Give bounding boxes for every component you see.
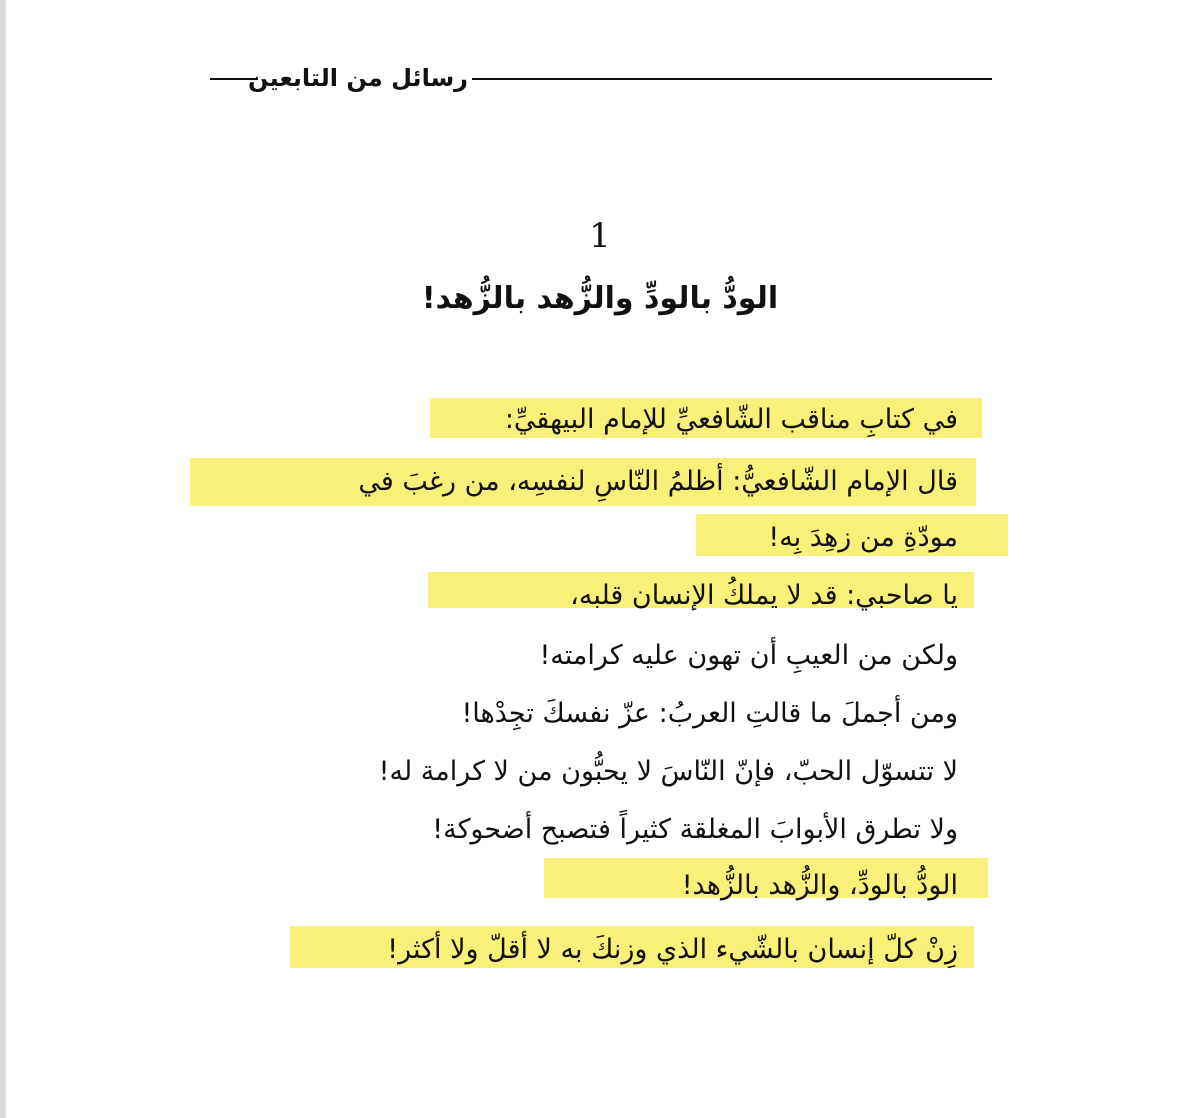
text-line: ولكن من العيبِ أن تهون عليه كرامته! [539,640,958,671]
text-line: في كتابِ مناقب الشّافعيِّ للإمام البيهقيِّ: [504,404,958,435]
text-line: زِنْ كلّ إنسان بالشّيء الذي وزنكَ به لا أقلّ ولا أكثر! [387,934,958,965]
text-line: ولا تطرق الأبوابَ المغلقة كثيراً فتصبح أضحوكة! [432,814,958,845]
text-line: لا تتسوّل الحبّ، فإنّ النّاسَ لا يحبُّون من لا كرامة له! [378,756,958,787]
header-rule-right [472,78,992,80]
running-header [200,58,992,102]
text-line: مودّةِ من زهِدَ بِه! [768,522,958,553]
header-title: رسائل من التابعين [247,64,468,92]
chapter-title: الودُّ بالودِّ والزُّهد بالزُّهد! [421,281,779,316]
text-line: قال الإمام الشّافعيُّ: أظلمُ النّاسِ لنفسِه، من رغبَ في [358,466,958,497]
text-line: ومن أجملَ ما قالتِ العربُ: عزّ نفسكَ تجِدْها! [461,698,958,729]
text-line: يا صاحبي: قد لا يملكُ الإنسان قلبه، [570,580,958,611]
chapter-number: 1 [589,216,611,256]
scan-margin-strip [0,0,6,1118]
text-line: الودُّ بالودِّ، والزُّهد بالزُّهد! [681,870,958,901]
